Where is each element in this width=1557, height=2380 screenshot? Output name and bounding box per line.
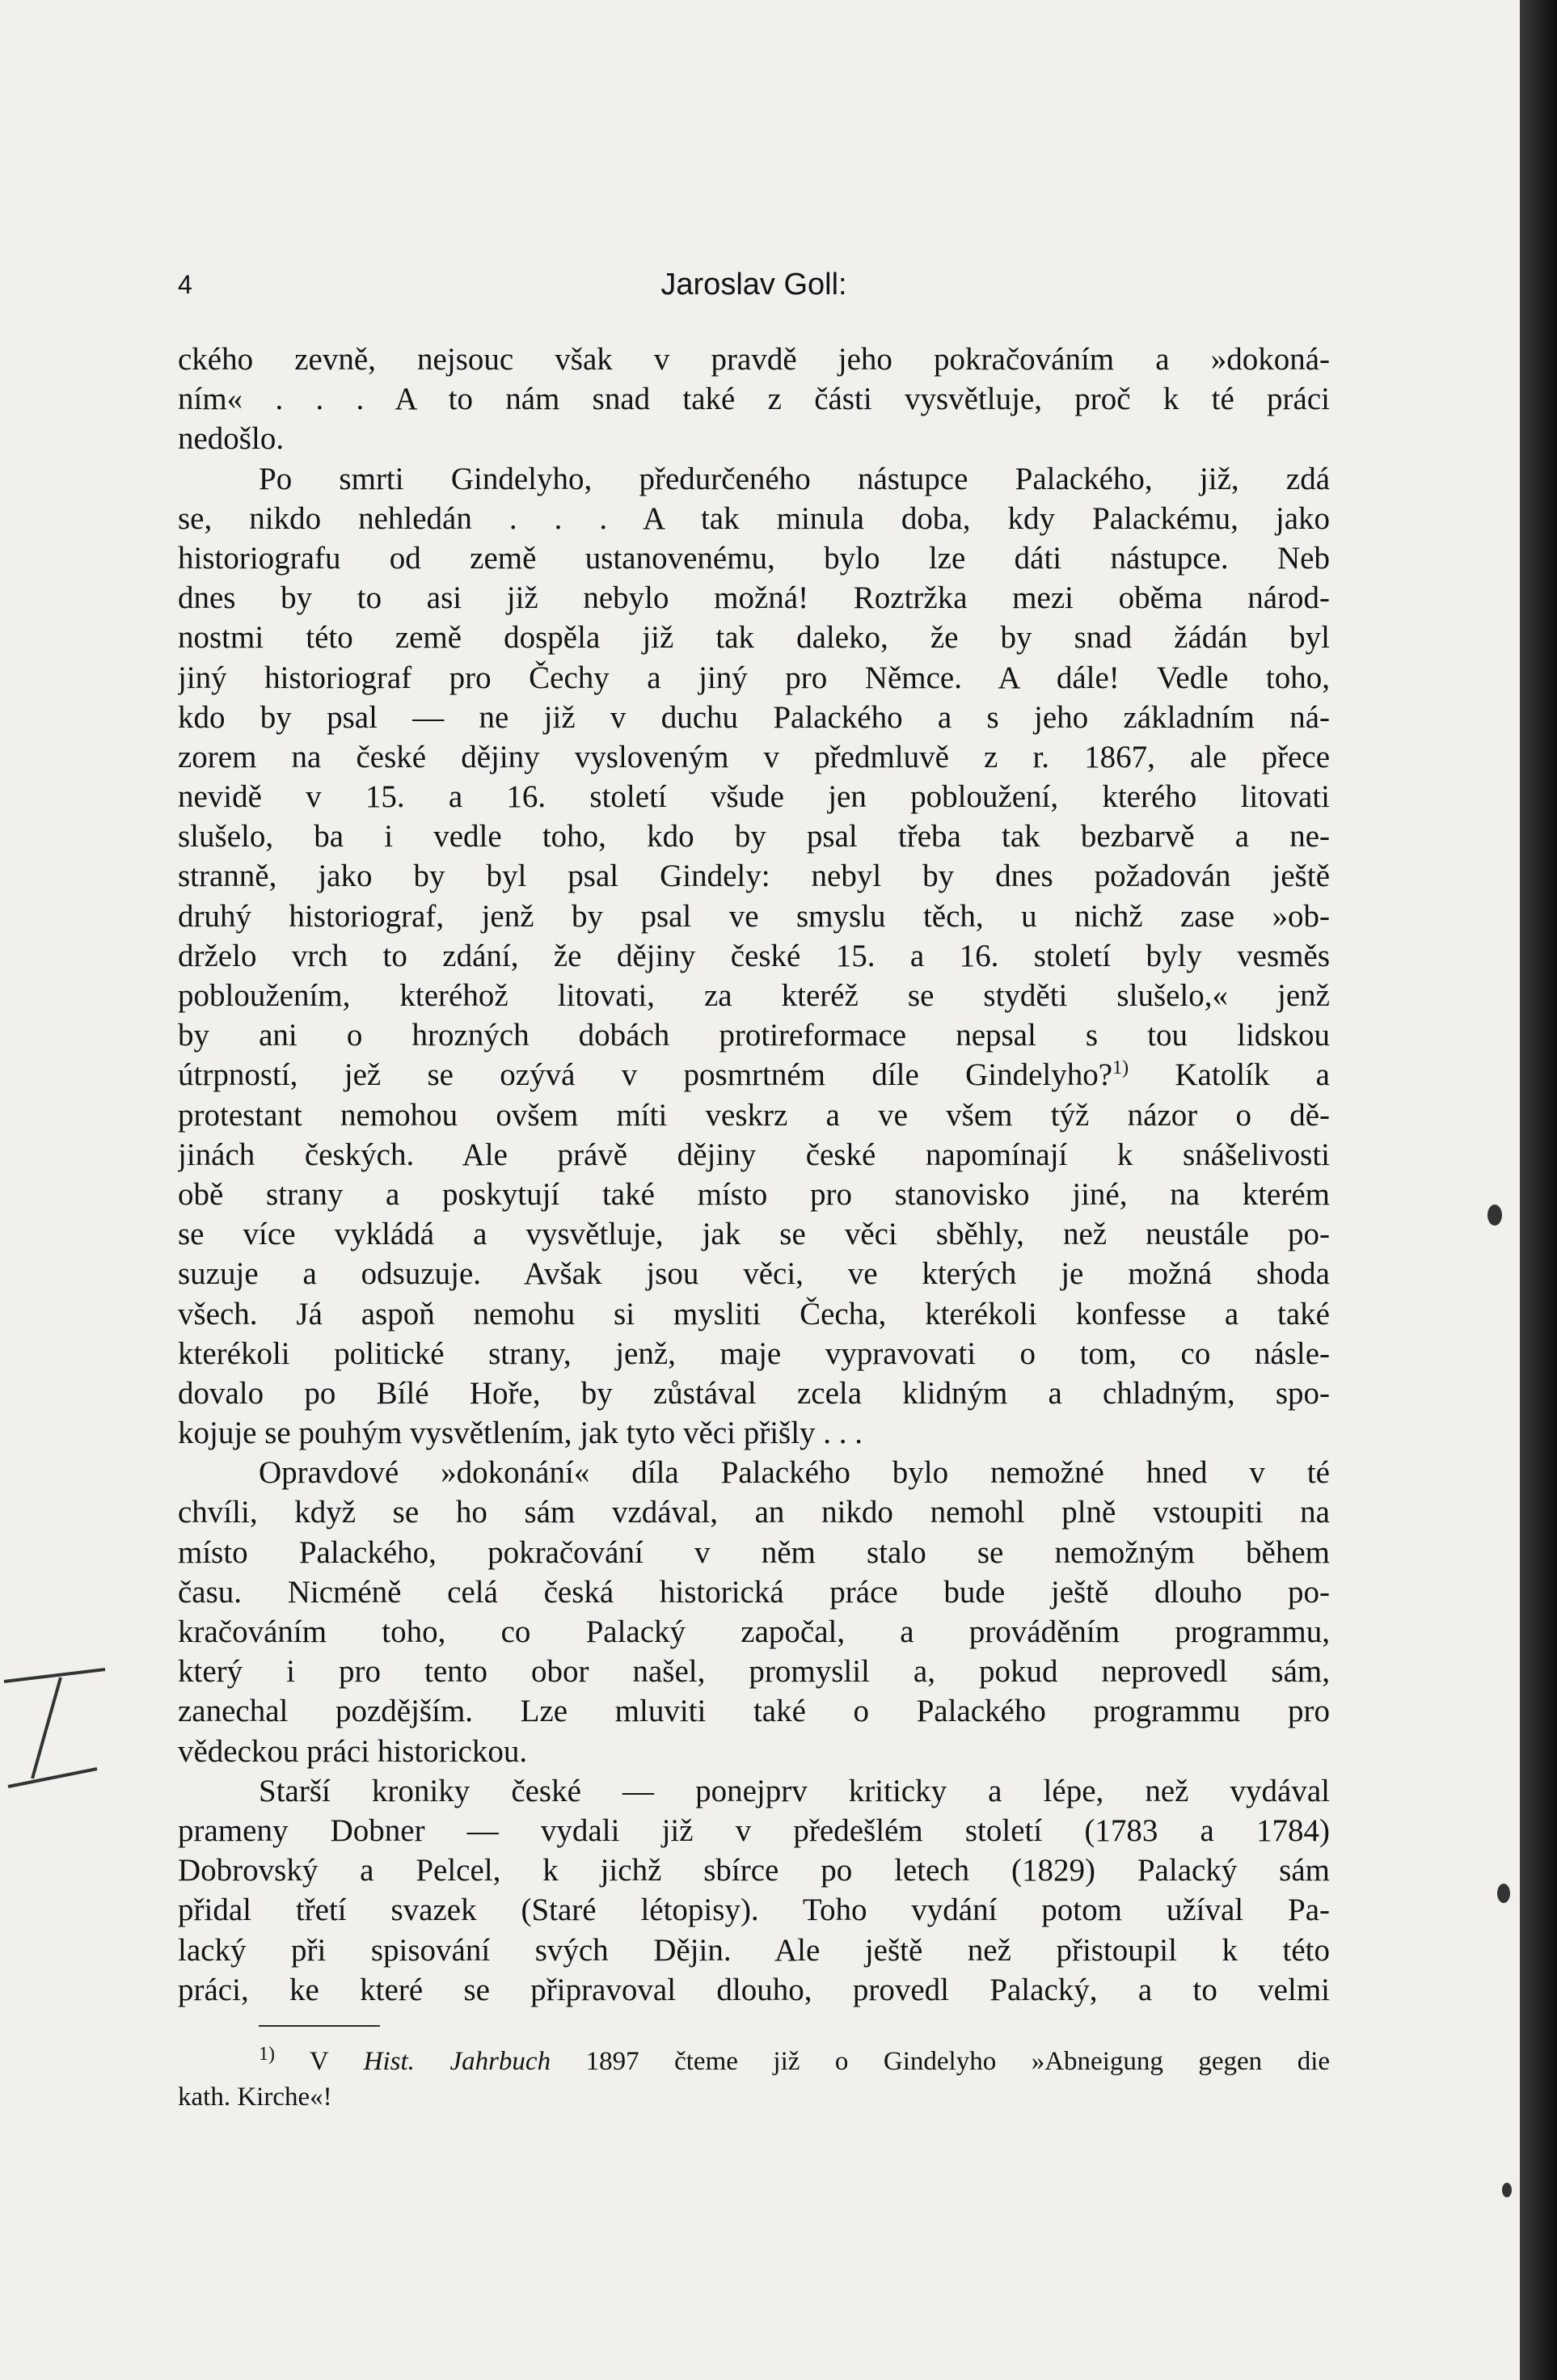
text-line: suzuje a odsuzuje. Avšak jsou věci, ve kterých je možná shoda [178, 1256, 1330, 1292]
text-line: se více vykládá a vysvětluje, jak se věci sběhly, než neustále po- [178, 1217, 1330, 1252]
text-line: drželo vrch to zdání, že dějiny české 15. a 16. století byly vesměs [178, 938, 1330, 973]
text-line: zanechal pozdějším. Lze mluviti také o Palackého programmu pro [178, 1694, 1330, 1729]
footnote-text-post: 1897 čteme již o Gindelyho »Abneigung gegen die [551, 2047, 1330, 2076]
text-line: dnes by to asi již nebylo možná! Roztržka mezi oběma národ- [178, 580, 1330, 616]
text-line: pobloužením, kteréhož litovati, za kteréž se styděti slušelo,« jenž [178, 978, 1330, 1013]
text-line: vědeckou práci historickou. [178, 1733, 528, 1769]
text-line: kterékoli politické strany, jenž, maje vypravovati o tom, co násle- [178, 1336, 1330, 1371]
text-line: všech. Já aspoň nemohu si mysliti Čecha, kterékoli konfesse a také [178, 1296, 1330, 1331]
margin-ink-blot [1497, 1884, 1510, 1903]
text-line-with-footnote-ref [178, 1055, 1330, 1095]
text-line: historiografu od země ustanovenému, bylo lze dáti nástupce. Neb [178, 540, 1330, 576]
text-line: ckého zevně, nejsouc však v pravdě jeho pokračováním a »dokoná- [178, 342, 1330, 377]
text-line: chvíli, když se ho sám vzdával, an nikdo nemohl plně vstoupiti na [178, 1495, 1330, 1530]
text-line: jinách českých. Ale právě dějiny české napomínají k snášelivosti [178, 1137, 1330, 1172]
text-line: lacký při spisování svých Dějin. Ale ještě než přistoupil k této [178, 1932, 1330, 1968]
footnote-reference: 1) [1112, 1057, 1129, 1079]
text-line: Starší kroniky české — ponejprv kriticky a lépe, než vydával [259, 1773, 1330, 1808]
text-line: Dobrovský a Pelcel, k jichž sbírce po letech (1829) Palacký sám [178, 1853, 1330, 1888]
footnote-line [178, 2044, 1330, 2079]
text-line: přidal třetí svazek (Staré létopisy). Toho vydání potom užíval Pa- [178, 1893, 1330, 1928]
line-text: útrpností, jež se ozývá v posmrtném díle Gindelyho? [178, 1057, 1113, 1093]
text-line: kračováním toho, co Palacký započal, a prováděním programmu, [178, 1614, 1330, 1649]
text-line: místo Palackého, pokračování v něm stalo se nemožným během [178, 1534, 1330, 1570]
footnote [178, 2044, 1330, 2115]
text-line: druhý historiograf, jenž by psal ve smyslu těch, u nichž zase »ob- [178, 898, 1330, 934]
pencil-stroke [32, 1677, 61, 1779]
footnote-marker: 1) [259, 2044, 275, 2065]
running-head: Jaroslav Goll: [660, 268, 847, 302]
page-header [178, 260, 1330, 309]
page-edge-shadow [1520, 0, 1557, 2380]
text-line: kojuje se pouhým vysvětlením, jak tyto věci přišly . . . [178, 1416, 863, 1451]
text-line: slušelo, ba i vedle toho, kdo by psal třeba tak bezbarvě a ne- [178, 819, 1330, 855]
footnote-source-title: Hist. Jahrbuch [363, 2047, 551, 2076]
text-line: stranně, jako by byl psal Gindely: nebyl by dnes požadován ještě [178, 859, 1330, 894]
pencil-stroke [8, 1769, 97, 1787]
text-line: Po smrti Gindelyho, předurčeného nástupce Palackého, již, zdá [259, 461, 1330, 496]
text-line: jiný historiograf pro Čechy a jiný pro Němce. A dále! Vedle toho, [178, 660, 1330, 695]
text-line: který i pro tento obor našel, promyslil a, pokud neprovedl sám, [178, 1654, 1330, 1690]
line-text-tail: Katolík a [1129, 1057, 1330, 1093]
handwritten-margin-mark [0, 1665, 121, 1795]
footnote-divider [259, 2025, 380, 2027]
text-line: by ani o hrozných dobách protireformace nepsal s tou lidskou [178, 1018, 1330, 1053]
margin-ink-blot [1502, 2183, 1512, 2197]
text-line: zorem na české dějiny vysloveným v předmluvě z r. 1867, ale přece [178, 739, 1330, 774]
text-line: práci, ke které se připravoval dlouho, provedl Palacký, a to velmi [178, 1972, 1330, 2007]
text-line: Opravdové »dokonání« díla Palackého bylo nemožné hned v té [259, 1455, 1330, 1491]
text-line: času. Nicméně celá česká historická práce bude ještě dlouho po- [178, 1574, 1330, 1610]
text-line: ním« . . . A to nám snad také z části vysvětluje, proč k té práci [178, 382, 1330, 417]
footnote-text-pre: V [275, 2047, 364, 2076]
footnote-line: kath. Kirche«! [178, 2082, 332, 2112]
text-line: nedošlo. [178, 421, 285, 457]
margin-ink-blot [1487, 1205, 1502, 1226]
text-line: obě strany a poskytují také místo pro stanovisko jiné, na kterém [178, 1176, 1330, 1212]
text-line: kdo by psal — ne již v duchu Palackého a s jeho základním ná- [178, 699, 1330, 735]
text-line: prameny Dobner — vydali již v předešlém století (1783 a 1784) [178, 1812, 1330, 1848]
text-line: dovalo po Bílé Hoře, by zůstával zcela klidným a chladným, spo- [178, 1375, 1330, 1411]
page-number: 4 [178, 270, 192, 299]
text-line: protestant nemohou ovšem míti veskrz a ve všem týž názor o dě- [178, 1097, 1330, 1133]
text-line: se, nikdo nehledán . . . A tak minula doba, kdy Palackému, jako [178, 500, 1330, 536]
text-line: nevidě v 15. a 16. století všude jen pobloužení, kterého litovati [178, 779, 1330, 815]
pencil-stroke [4, 1669, 105, 1682]
text-line: nostmi této země dospěla již tak daleko, že by snad žádán byl [178, 620, 1330, 656]
body-text [178, 340, 1330, 2010]
